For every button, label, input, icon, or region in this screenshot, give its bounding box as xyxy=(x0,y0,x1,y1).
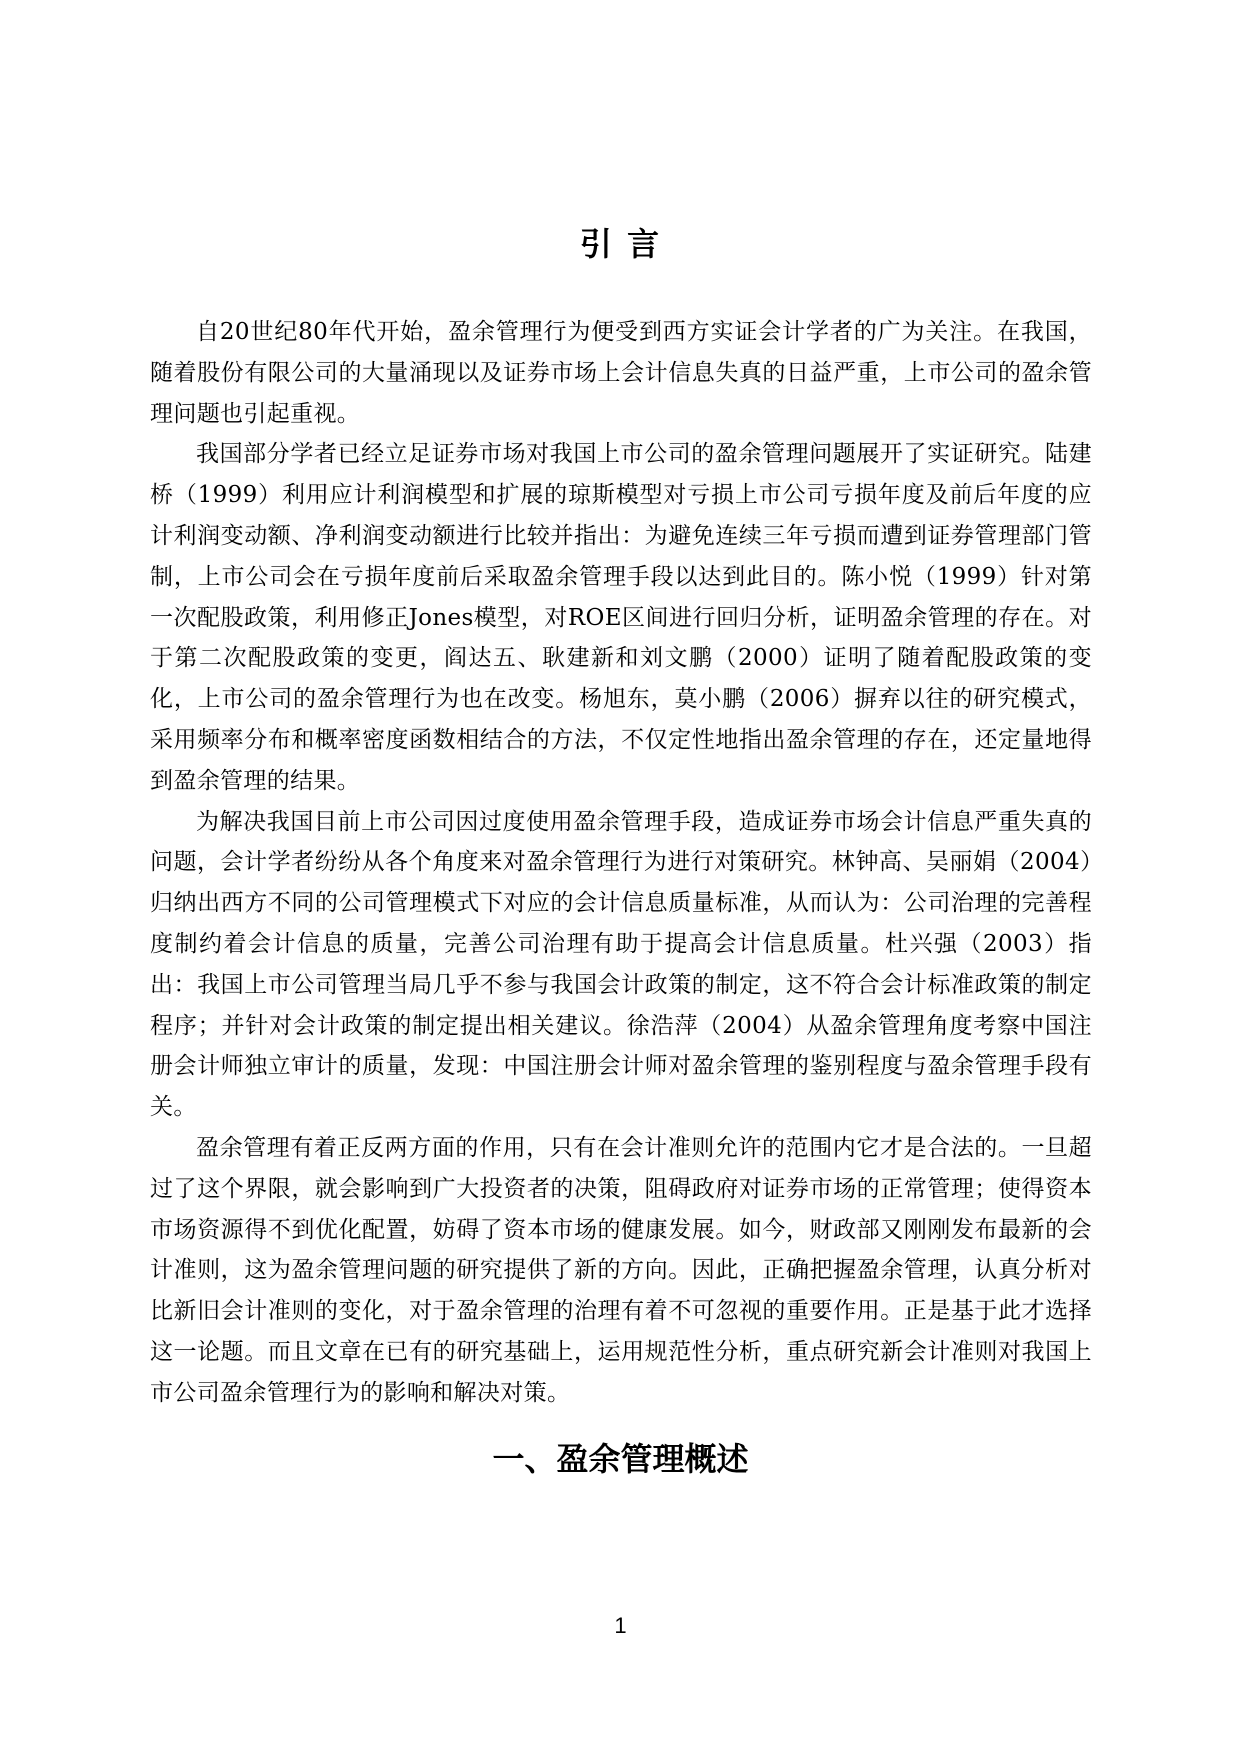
section-heading: 一、盈余管理概述 xyxy=(492,1440,749,1478)
paragraph-2: 我国部分学者已经立足证券市场对我国上市公司的盈余管理问题展开了实证研究。陆建桥（1999）利用应计利润模型和扩展的琼斯模型对亏损上市公司亏损年度及前后年度的应计利润变动额、净利润变动额进行比较并指出：为避免连续三年亏损而遭到证券管理部门管制，上市公司会在亏损年度前后采取盈余管理手段以达到此目的。陈小悦（1999）针对第一次配股政策，利用修正Jones模型，对ROE区间进行回归分析，证明盈余管理的存在。对于第二次配股政策的变更，阎达五、耿建新和刘文鹏（2000）证明了随着配股政策的变化，上市公司的盈余管理行为也在改变。杨旭东，莫小鹏（2006）摒弃以往的研究模式，采用频率分布和概率密度函数相结合的方法，不仅定性地指出盈余管理的存在，还定量地得到盈余管理的结果。 xyxy=(150,441,1092,794)
document-title: 引 言 xyxy=(579,225,662,263)
paragraph-1: 自20世纪80年代开始，盈余管理行为便受到西方实证会计学者的广为关注。在我国，随着股份有限公司的大量涌现以及证券市场上会计信息失真的日益严重，上市公司的盈余管理问题也引起重视。 xyxy=(150,319,1092,427)
paragraph-4: 盈余管理有着正反两方面的作用，只有在会计准则允许的范围内它才是合法的。一旦超过了这个界限，就会影响到广大投资者的决策，阻碍政府对证券市场的正常管理；使得资本市场资源得不到优化配置，妨碍了资本市场的健康发展。如今，财政部又刚刚发布最新的会计准则，这为盈余管理问题的研究提供了新的方向。因此，正确把握盈余管理，认真分析对比新旧会计准则的变化，对于盈余管理的治理有着不可忽视的重要作用。正是基于此才选择这一论题。而且文章在已有的研究基础上，运用规范性分析，重点研究新会计准则对我国上市公司盈余管理行为的影响和解决对策。 xyxy=(150,1134,1092,1406)
paragraph-3: 为解决我国目前上市公司因过度使用盈余管理手段，造成证券市场会计信息严重失真的问题，会计学者纷纷从各个角度来对盈余管理行为进行对策研究。林钟高、吴丽娟（2004）归纳出西方不同的公司管理模式下对应的会计信息质量标准，从而认为：公司治理的完善程度制约着会计信息的质量，完善公司治理有助于提高会计信息质量。杜兴强（2003）指出：我国上市公司管理当局几乎不参与我国会计政策的制定，这不符合会计标准政策的制定程序；并针对会计政策的制定提出相关建议。徐浩萍（2004）从盈余管理角度考察中国注册会计师独立审计的质量，发现：中国注册会计师对盈余管理的鉴别程度与盈余管理手段有关。 xyxy=(150,808,1092,1121)
page-number: 1 xyxy=(614,1613,627,1638)
document-body xyxy=(150,312,1092,1414)
